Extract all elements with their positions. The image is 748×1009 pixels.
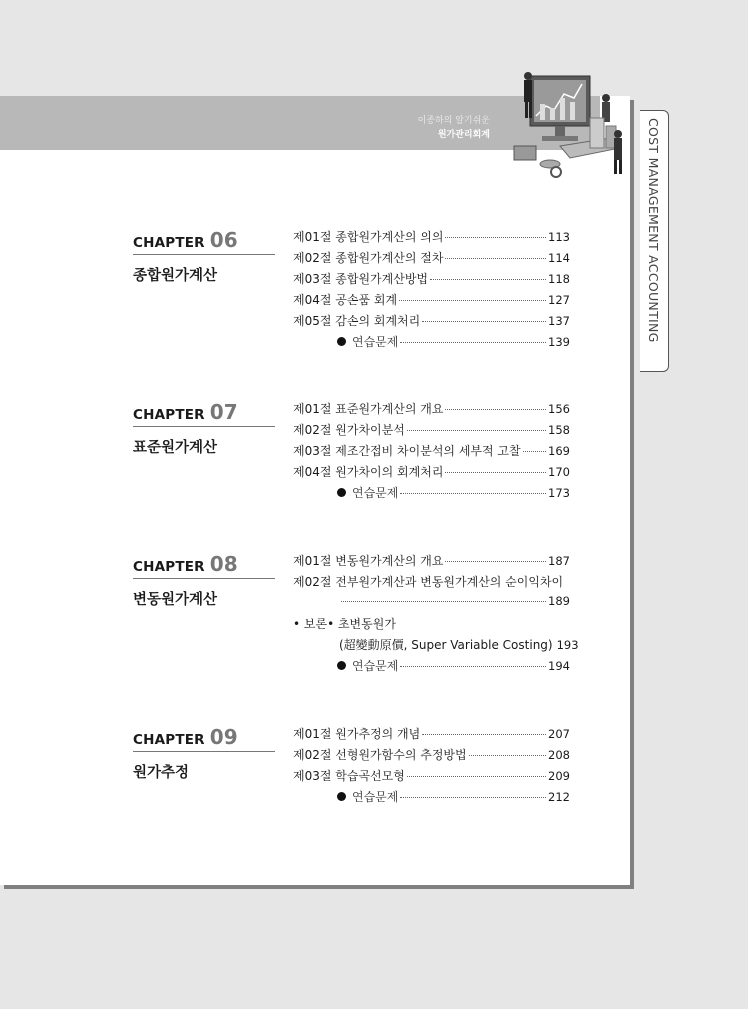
chapter-number: 06: [209, 228, 238, 252]
toc-entry[interactable]: 제02절 종합원가계산의 절차 114: [293, 251, 570, 265]
toc-entry[interactable]: 제01절 표준원가계산의 개요 156: [293, 402, 570, 416]
toc-exercise[interactable]: 연습문제 139: [293, 333, 570, 354]
chapter-number: 08: [209, 552, 238, 576]
chapter-word: CHAPTER: [133, 732, 205, 748]
toc-exercise[interactable]: 연습문제 212: [293, 788, 570, 809]
toc-entry[interactable]: 제02절 원가차이분석 158: [293, 423, 570, 437]
chapter-word: CHAPTER: [133, 235, 205, 251]
chapter-word: CHAPTER: [133, 407, 205, 423]
toc-list: [293, 552, 579, 678]
chapter-word: CHAPTER: [133, 559, 205, 575]
chapter-heading: [133, 400, 275, 427]
toc-entry[interactable]: 제04절 원가차이의 회계처리 170: [293, 465, 570, 479]
chapter-title: 종합원가계산: [133, 268, 218, 284]
chapter-heading: [133, 552, 275, 579]
toc-entry[interactable]: 제03절 제조간접비 차이분석의 세부적 고찰 169: [293, 444, 570, 458]
toc-list: [293, 725, 570, 809]
chapter-heading: [133, 725, 275, 752]
chapter-title: 표준원가계산: [133, 440, 218, 456]
bullet-icon: [337, 488, 346, 497]
toc-exercise[interactable]: 연습문제 194: [293, 657, 570, 678]
chapter-title: 변동원가계산: [133, 592, 218, 608]
bullet-icon: [337, 337, 346, 346]
toc-entry[interactable]: 제01절 원가추정의 개념 207: [293, 727, 570, 741]
bullet-icon: [337, 792, 346, 801]
toc-list: [293, 400, 570, 505]
chapter-number: 09: [209, 725, 238, 749]
book-subtitle: 이종하의 알기쉬운: [417, 116, 490, 126]
toc-entry[interactable]: 제02절 선형원가함수의 추정방법 208: [293, 748, 570, 762]
bullet-icon: [337, 661, 346, 670]
accounting-illustration: [510, 68, 630, 180]
book-title: 원가관리회계: [437, 130, 490, 140]
toc-entry[interactable]: 제01절 변동원가계산의 개요 187: [293, 554, 570, 568]
toc-entry-long-page[interactable]: 189: [293, 594, 570, 615]
toc-list: [293, 228, 570, 354]
chapter-number: 07: [209, 400, 238, 424]
toc-exercise[interactable]: 연습문제 173: [293, 484, 570, 505]
toc-supplement[interactable]: • 보론• 초변동원가: [293, 617, 396, 631]
toc-entry[interactable]: 제03절 학습곡선모형 209: [293, 769, 570, 783]
chapter-title: 원가추정: [133, 765, 190, 781]
toc-entry-long-label[interactable]: 제02절 전부원가계산과 변동원가계산의 순이익차이: [293, 575, 564, 589]
toc-supplement-sub[interactable]: (超變動原價, Super Variable Costing) 193: [339, 638, 579, 652]
toc-entry[interactable]: 제03절 종합원가계산방법 118: [293, 272, 570, 286]
toc-entry[interactable]: 제01절 종합원가계산의 의의 113: [293, 230, 570, 244]
side-tab-label: COST MANAGEMENT ACCOUNTING: [646, 118, 661, 343]
toc-entry[interactable]: 제05절 감손의 회계처리 137: [293, 314, 570, 328]
toc-entry[interactable]: 제04절 공손품 회계 127: [293, 293, 570, 307]
chapter-heading: [133, 228, 275, 255]
